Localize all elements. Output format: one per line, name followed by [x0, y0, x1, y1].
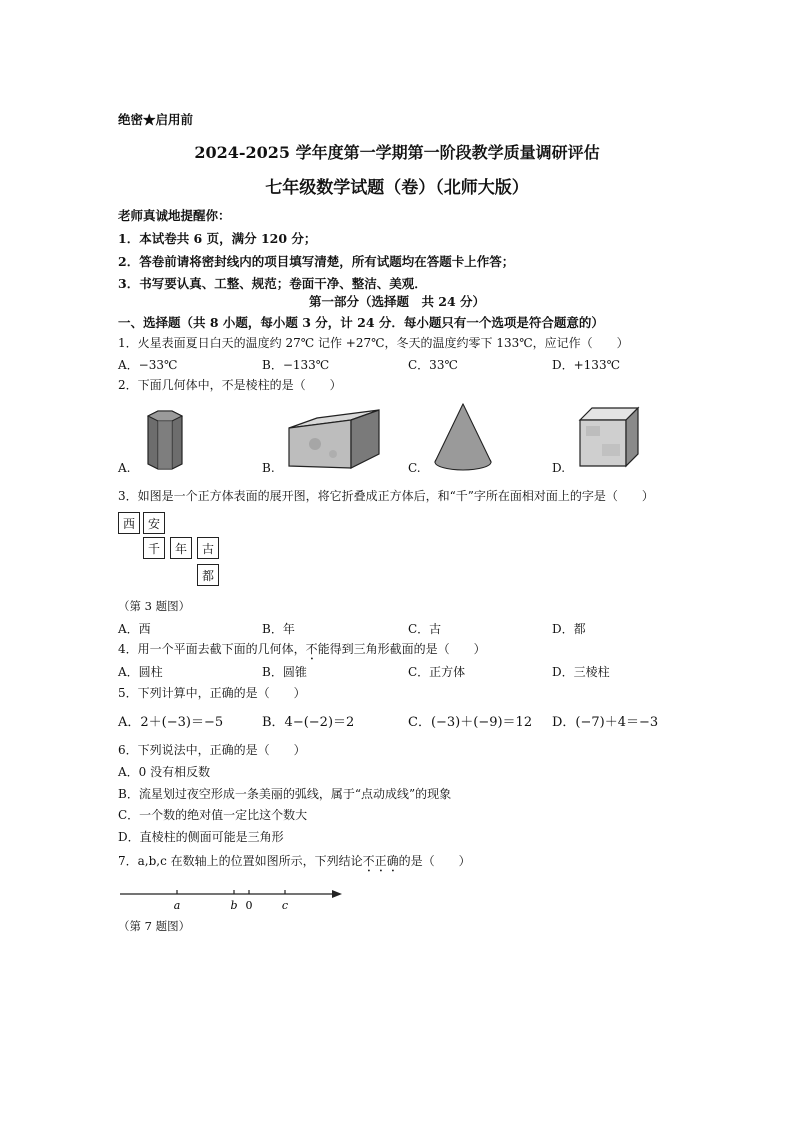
q4-stem-part: 能得到三角形截面的是（ ）	[317, 642, 486, 656]
exam-subtitle: 七年级数学试题（卷）（北师大版）	[265, 178, 529, 198]
axis-label-a: a	[173, 899, 181, 912]
hexagonal-prism-figure	[140, 408, 190, 472]
notice-heading: 老师真诚地提醒你：	[118, 208, 231, 223]
q7-stem-part: 的是（ ）	[398, 854, 471, 868]
cube-figure	[576, 404, 642, 470]
cuboid-figure	[285, 406, 385, 472]
number-line-figure	[118, 884, 348, 914]
q6-option-d: D．直棱柱的侧面可能是三角形	[118, 830, 284, 844]
q7-stem-emphasis: 不正确	[362, 854, 399, 868]
q1-stem: 1．火星表面夏日白天的温度约 27℃ 记作 +27℃，冬天的温度约零下 133℃，应记作（ ）	[118, 336, 629, 350]
q5-option-d: D．(−7)＋4＝−3	[552, 715, 659, 730]
q6-option-b: B．流星划过夜空形成一条美丽的弧线，属于“点动成线”的现象	[118, 787, 452, 801]
q4-stem-emphasis: 不	[305, 642, 318, 656]
q7-stem-part: 7．a,b,c 在数轴上的位置如图所示，下列结论	[118, 854, 363, 868]
net-face: 年	[170, 537, 192, 559]
q3-option-c: C．古	[408, 622, 442, 636]
q7-caption: （第 7 题图）	[118, 919, 191, 933]
q5-option-b: B．4−(−2)＝2	[262, 715, 355, 730]
q3-stem: 3．如图是一个正方体表面的展开图，将它折叠成正方体后，和“千”字所在面相对面上的字是（ ）	[118, 489, 654, 503]
net-face: 千	[143, 537, 165, 559]
q3-caption: （第 3 题图）	[118, 599, 191, 613]
q4-stem	[118, 640, 486, 663]
q1-option-b: B．−133℃	[262, 358, 330, 372]
number-line-arrow	[332, 890, 342, 898]
q6-stem: 6．下列说法中，正确的是（ ）	[118, 743, 306, 757]
q1-option-a: A．−33℃	[118, 358, 178, 372]
notice-item: 3．书写要认真、工整、规范；卷面干净、整洁、美观．	[118, 276, 427, 291]
q5-option-a: A．2＋(−3)＝−5	[118, 715, 224, 730]
notice-item: 1．本试卷共 6 页，满分 120 分；	[118, 231, 317, 246]
q3-option-d: D．都	[552, 622, 586, 636]
q4-option-d: D．三棱柱	[552, 665, 610, 679]
q6-option-c: C．一个数的绝对值一定比这个数大	[118, 808, 308, 822]
part1-title: 第一部分（选择题 共 24 分）	[308, 294, 486, 309]
q4-option-b: B．圆锥	[262, 665, 307, 679]
net-face: 安	[143, 512, 165, 534]
q2-label-c: C.	[408, 461, 421, 475]
notice-item: 2．答卷前请将密封线内的项目填写清楚，所有试题均在答题卡上作答；	[118, 254, 515, 269]
axis-label-zero: 0	[245, 899, 253, 912]
q7-stem	[118, 852, 471, 875]
secret-label: 绝密★启用前	[118, 112, 194, 127]
cone-figure	[432, 402, 494, 474]
q4-stem-part: 4．用一个平面去截下面的几何体，	[118, 642, 306, 656]
net-face: 都	[197, 564, 219, 586]
axis-label-c: c	[281, 899, 289, 912]
q2-stem: 2．下面几何体中，不是棱柱的是（ ）	[118, 378, 342, 392]
q2-label-b: B.	[262, 461, 275, 475]
q4-option-c: C．正方体	[408, 665, 466, 679]
exam-title: 2024-2025 学年度第一学期第一阶段教学质量调研评估	[194, 143, 600, 162]
q2-label-d: D.	[552, 461, 566, 475]
section-heading: 一、选择题（共 8 小题，每小题 3 分，计 24 分．每小题只有一个选项是符合题意的）	[118, 315, 604, 330]
q3-option-b: B．年	[262, 622, 295, 636]
q6-option-a: A．0 没有相反数	[118, 765, 211, 779]
q3-option-a: A．西	[118, 622, 151, 636]
net-face: 西	[118, 512, 140, 534]
net-face: 古	[197, 537, 219, 559]
q1-option-d: D．+133℃	[552, 358, 621, 372]
q1-option-c: C．33℃	[408, 358, 458, 372]
q4-option-a: A．圆柱	[118, 665, 163, 679]
cube-net-figure	[118, 512, 228, 594]
q5-option-c: C．(−3)＋(−9)＝12	[408, 715, 533, 730]
q2-label-a: A.	[118, 461, 131, 475]
q5-stem: 5．下列计算中，正确的是（ ）	[118, 686, 306, 700]
axis-label-b: b	[230, 899, 238, 912]
